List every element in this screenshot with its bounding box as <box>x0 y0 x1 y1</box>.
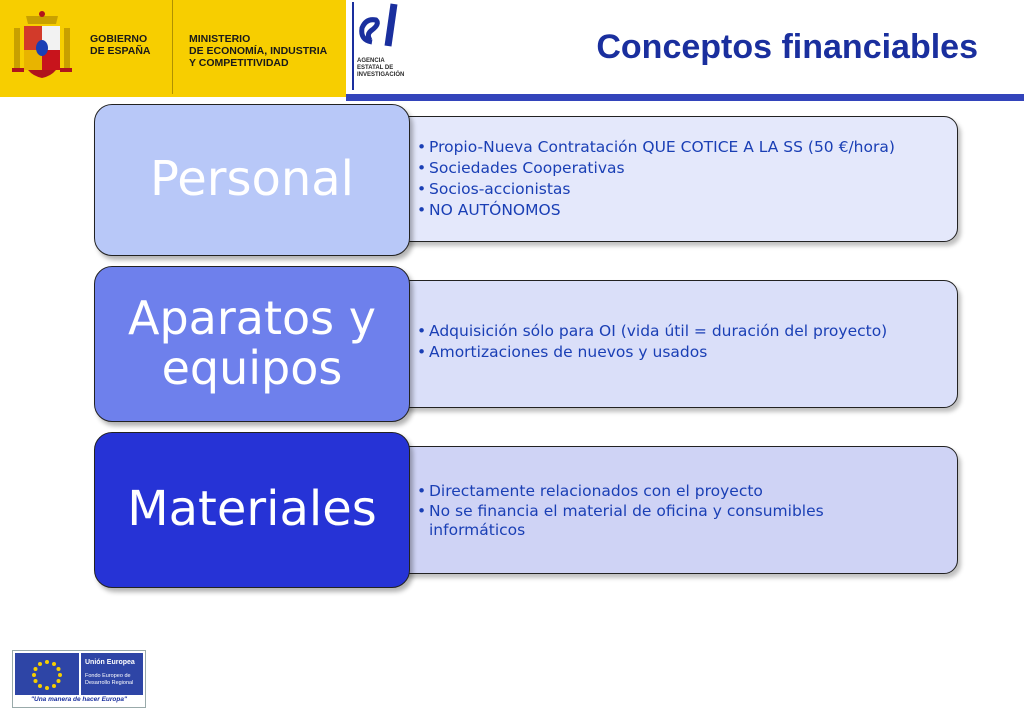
list-item: • Socios-accionistas <box>417 179 895 200</box>
concept-tile-personal: Personal <box>94 104 410 256</box>
agency-name: AGENCIA ESTATAL DE INVESTIGACIÓN <box>357 58 405 78</box>
eu-flag-icon <box>15 653 79 695</box>
eu-title: Unión Europea <box>85 659 135 666</box>
bullet-list <box>417 137 895 221</box>
eu-stars-icon <box>15 653 79 695</box>
page-title: Conceptos financiables <box>596 28 978 66</box>
list-item: • Directamente relacionados con el proyecto <box>417 481 887 502</box>
bullet-list <box>417 321 887 363</box>
title-underline-bar <box>346 94 1024 101</box>
concept-row-materiales <box>0 432 1024 592</box>
eu-feder-logo <box>12 650 146 708</box>
concept-tile-aparatos: Aparatos y equipos <box>94 266 410 422</box>
eu-fund-name: Fondo Europeo de Desarrollo Regional <box>85 673 134 686</box>
coat-of-arms-icon <box>12 10 72 82</box>
header-banner <box>0 0 1024 94</box>
list-item: • Adquisición sólo para OI (vida útil = duración del proyecto) <box>417 321 887 342</box>
list-item: • Amortizaciones de nuevos y usados <box>417 342 887 363</box>
concept-details-aparatos <box>360 280 958 408</box>
list-item: • NO AUTÓNOMOS <box>417 200 895 221</box>
ministry-name: MINISTERIO DE ECONOMÍA, INDUSTRIA Y COMPETITIVIDAD <box>189 33 328 69</box>
eu-motto: "Una manera de hacer Europa" <box>30 696 128 703</box>
list-item: • Propio-Nueva Contratación QUE COTICE A LA SS (50 €/hora) <box>417 137 895 158</box>
list-item: • Sociedades Cooperativas <box>417 158 895 179</box>
government-name: GOBIERNO DE ESPAÑA <box>90 33 151 57</box>
bullet-list <box>417 481 887 540</box>
concept-row-aparatos <box>0 266 1024 426</box>
concept-row-personal <box>0 104 1024 260</box>
concept-tile-materiales: Materiales <box>94 432 410 588</box>
concept-details-materiales <box>360 446 958 574</box>
list-item: • No se financia el material de oficina y consumibles informáticos <box>417 502 887 540</box>
government-logo-area <box>0 0 346 94</box>
header-divider <box>172 0 173 94</box>
concept-details-personal <box>360 116 958 242</box>
agency-logo-icon <box>350 0 410 94</box>
gov-underline-bar <box>0 94 346 97</box>
